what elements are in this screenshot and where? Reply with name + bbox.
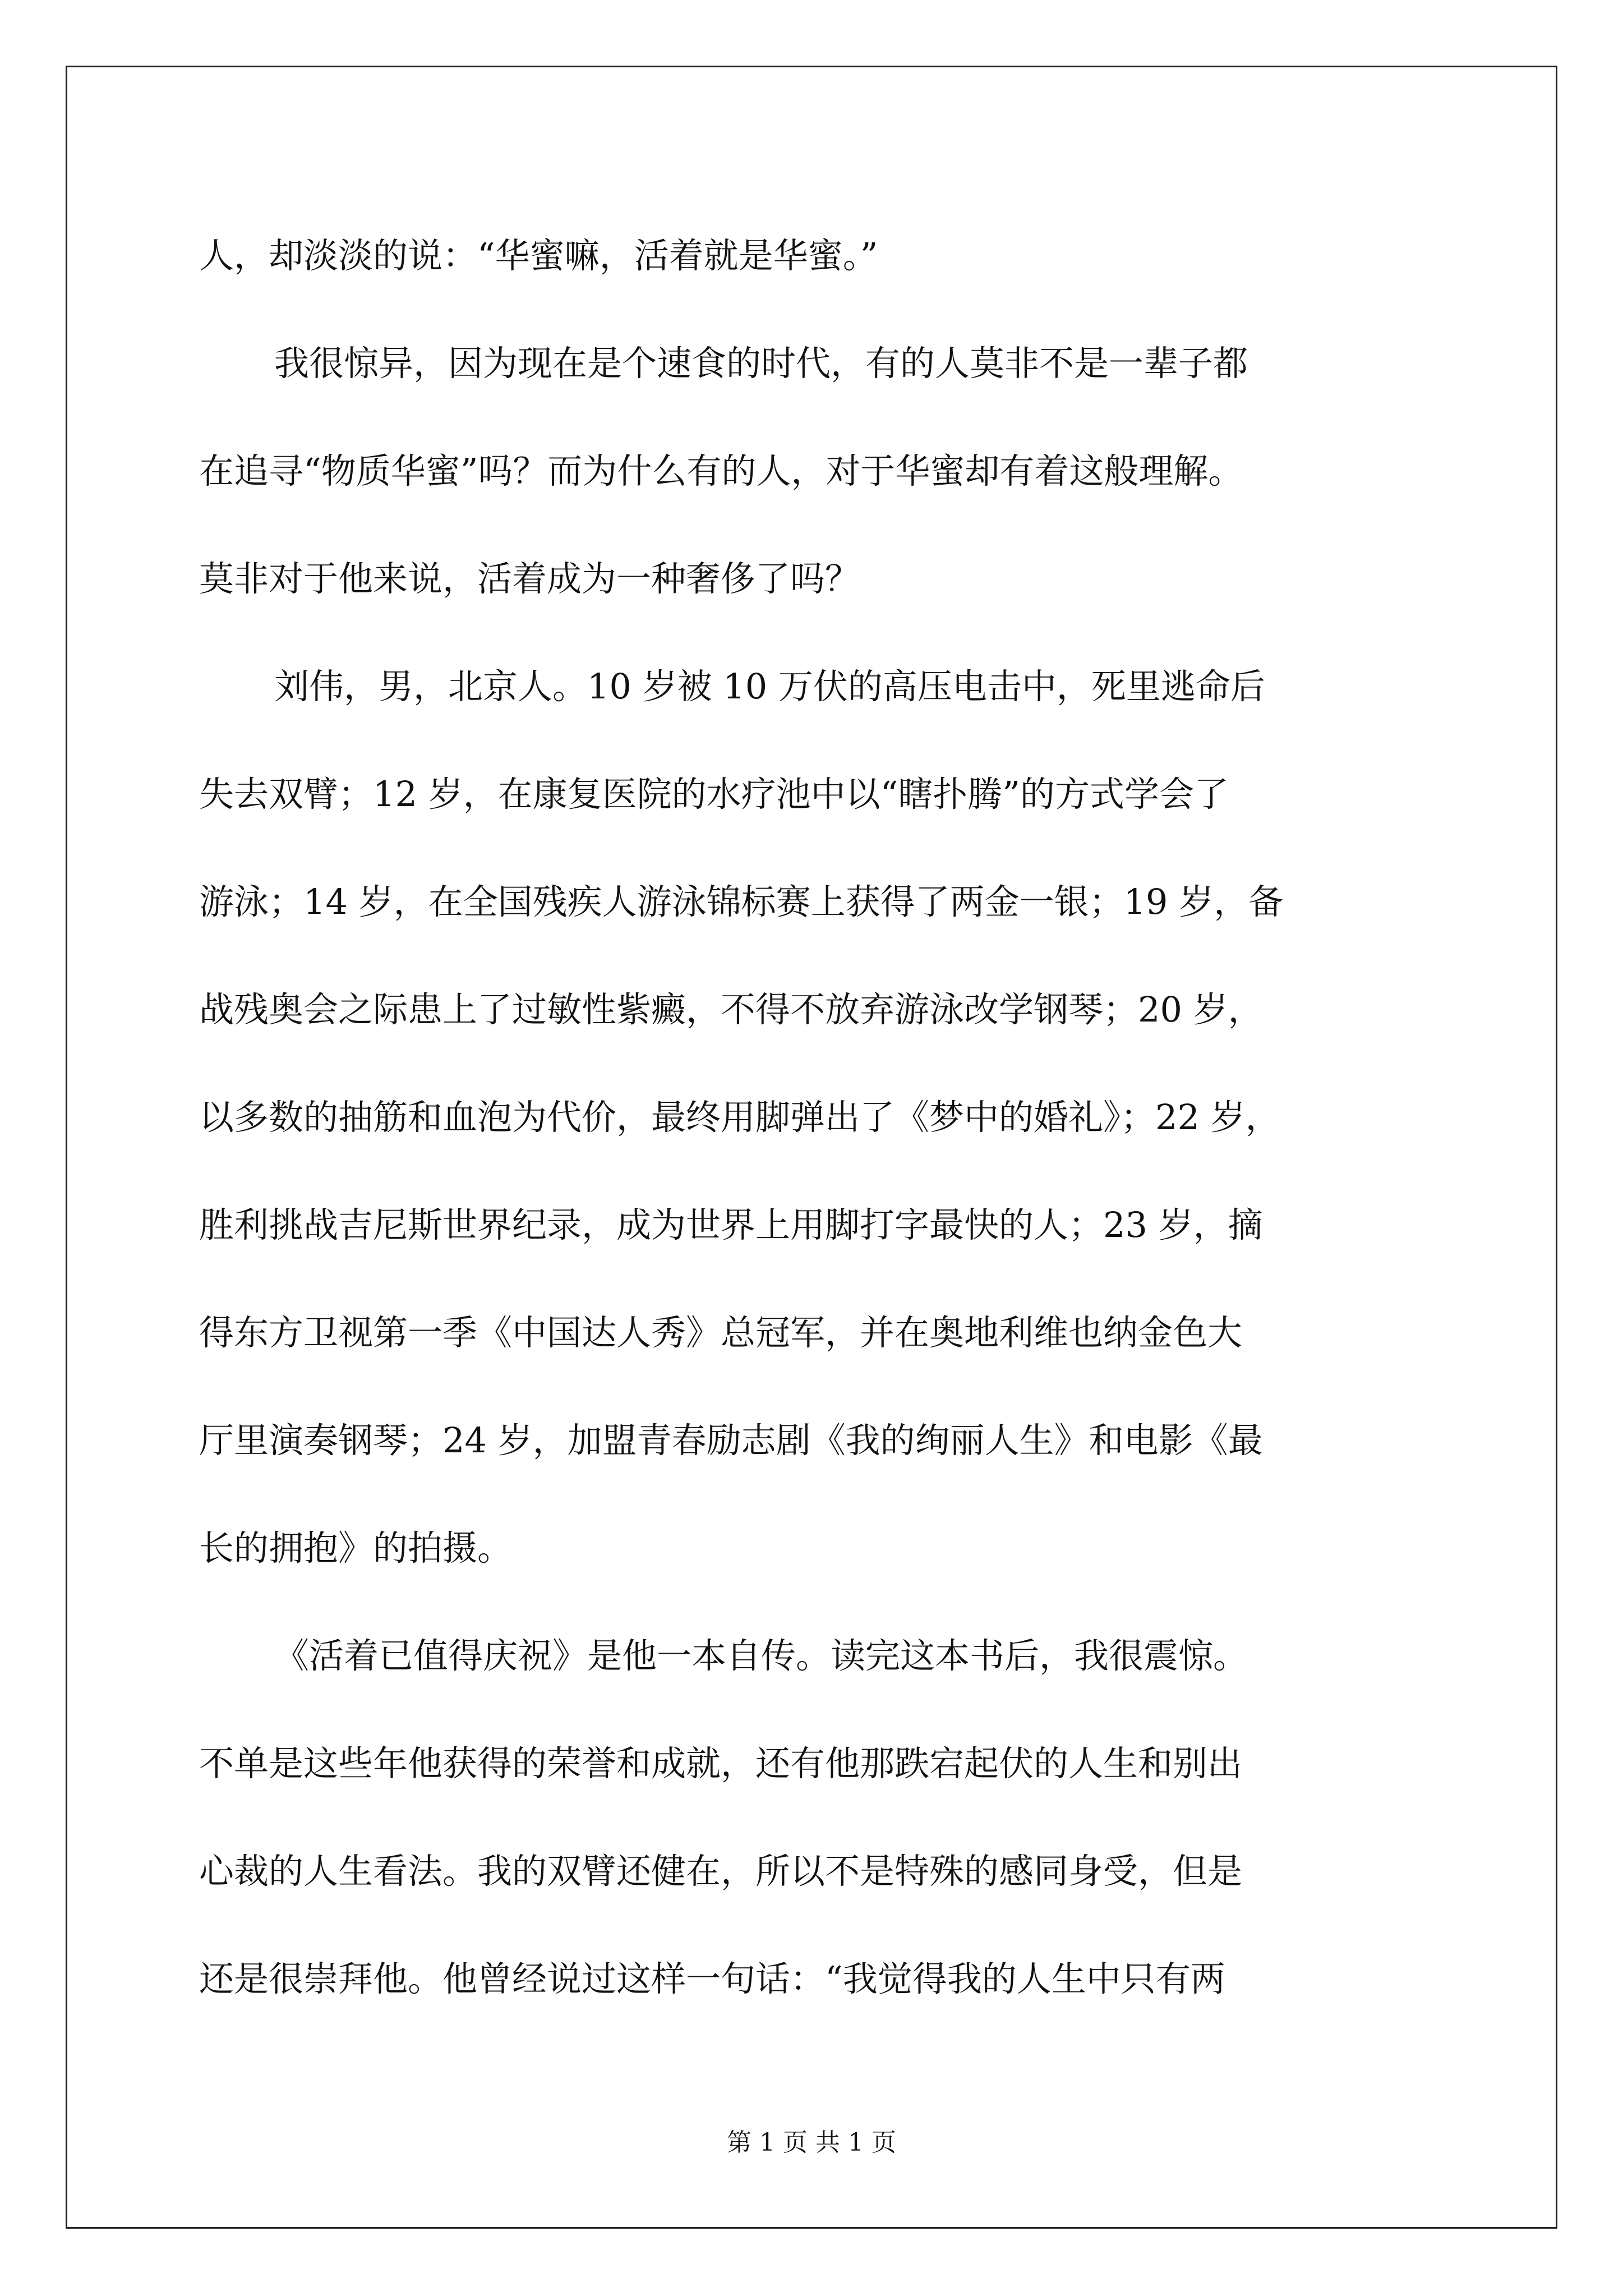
- text-line: 失去双臂；12 岁，在康复医院的水疗池中以“瞎扑腾”的方式学会了: [199, 774, 1229, 815]
- paragraph-1: [199, 202, 1435, 310]
- text-line: 以多数的抽筋和血泡为代价，最终用脚弹出了《梦中的婚礼》；22 岁，: [199, 1097, 1280, 1138]
- text-line: 莫非对于他来说，活着成为一种奢侈了吗？: [199, 558, 860, 599]
- text-line: 刘伟，男，北京人。10 岁被 10 万伏的高压电击中，死里逃命后: [274, 666, 1265, 707]
- text-line: 得东方卫视第一季《中国达人秀》总冠军，并在奥地利维也纳金色大: [199, 1312, 1243, 1353]
- text-line: 胜利挑战吉尼斯世界纪录，成为世界上用脚打字最快的人；23 岁，摘: [199, 1204, 1263, 1245]
- text-line: 战残奥会之际患上了过敏性紫癜，不得不放弃游泳改学钢琴；20 岁，: [199, 989, 1263, 1030]
- paragraph-3: [199, 633, 1435, 1602]
- paragraph-4: [199, 1602, 1435, 2033]
- text-line: 我很惊异，因为现在是个速食的时代，有的人莫非不是一辈子都: [274, 343, 1248, 384]
- text-line: 还是很崇拜他。他曾经说过这样一句话：“我觉得我的人生中只有两: [199, 1958, 1225, 1999]
- text-line: 人，却淡淡的说：“华蜜嘛，活着就是华蜜。”: [199, 235, 878, 276]
- text-line: 《活着已值得庆祝》是他一本自传。读完这本书后，我很震惊。: [274, 1635, 1248, 1676]
- text-line: 不单是这些年他获得的荣誉和成就，还有他那跌宕起伏的人生和别出: [199, 1743, 1243, 1784]
- text-line: 在追寻“物质华蜜”吗？而为什么有的人，对于华蜜却有着这般理解。: [199, 450, 1243, 491]
- text-line: 长的拥抱》的拍摄。: [199, 1527, 513, 1568]
- text-line: 厅里演奏钢琴；24 岁，加盟青春励志剧《我的绚丽人生》和电影《最: [199, 1420, 1263, 1461]
- page-number-footer: 第 1 页 共 1 页: [727, 2128, 896, 2157]
- document-body: [199, 202, 1435, 2033]
- text-line: 心裁的人生看法。我的双臂还健在，所以不是特殊的感同身受，但是: [199, 1851, 1243, 1892]
- paragraph-2: [199, 310, 1435, 633]
- text-line: 游泳；14 岁，在全国残疾人游泳锦标赛上获得了两金一银；19 岁，备: [199, 881, 1284, 922]
